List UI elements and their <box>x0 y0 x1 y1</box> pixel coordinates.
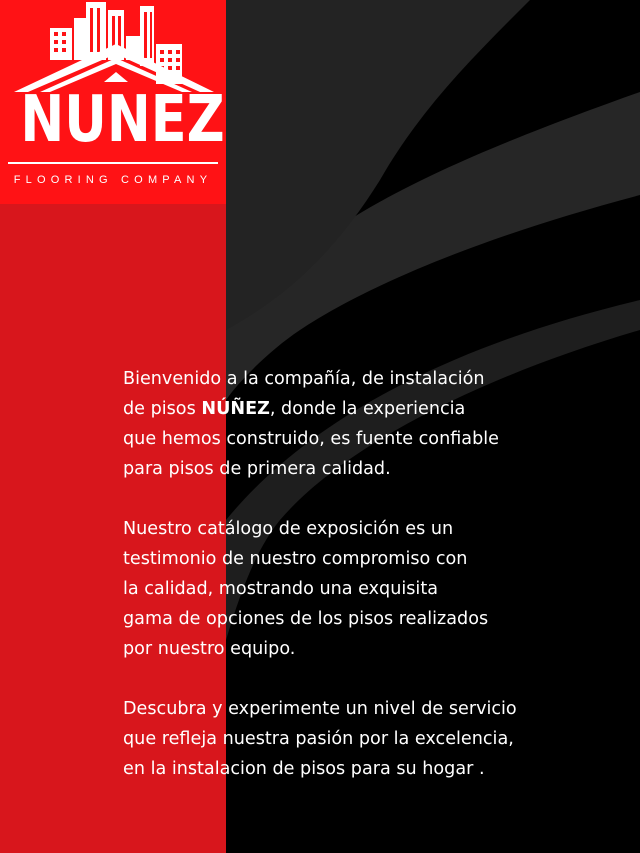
text-line: para pisos de primera calidad. <box>123 459 391 479</box>
text-line: Bienvenido a la compañía, de instalación <box>123 369 485 389</box>
logo <box>0 0 226 204</box>
text-line: en la instalacion de pisos para su hogar . <box>123 759 485 779</box>
text-line: por nuestro equipo. <box>123 639 296 659</box>
text-line: que hemos construido, es fuente confiable <box>123 429 499 449</box>
text-line: Descubra y experimente un nivel de servicio <box>123 699 517 719</box>
text-line: testimonio de nuestro compromiso con <box>123 549 468 569</box>
paragraph-catalog <box>123 514 613 664</box>
brand-tagline: FLOORING COMPANY <box>13 174 213 186</box>
brand-name: NUNEZ <box>20 83 225 157</box>
text-line: Nuestro catálogo de exposición es un <box>123 519 454 539</box>
brand-divider <box>8 162 218 164</box>
text-line: gama de opciones de los pisos realizados <box>123 609 489 629</box>
text-line: la calidad, mostrando una exquisita <box>123 579 438 599</box>
intro-text <box>123 364 613 814</box>
paragraph-welcome <box>123 364 613 484</box>
text-line <box>123 394 613 424</box>
text-fragment: de pisos <box>123 399 202 419</box>
paragraph-discover <box>123 694 613 784</box>
company-name-highlight: NÚÑEZ <box>201 399 270 419</box>
text-line: que refleja nuestra pasión por la excelencia, <box>123 729 514 749</box>
text-fragment: , donde la experiencia <box>269 399 466 419</box>
